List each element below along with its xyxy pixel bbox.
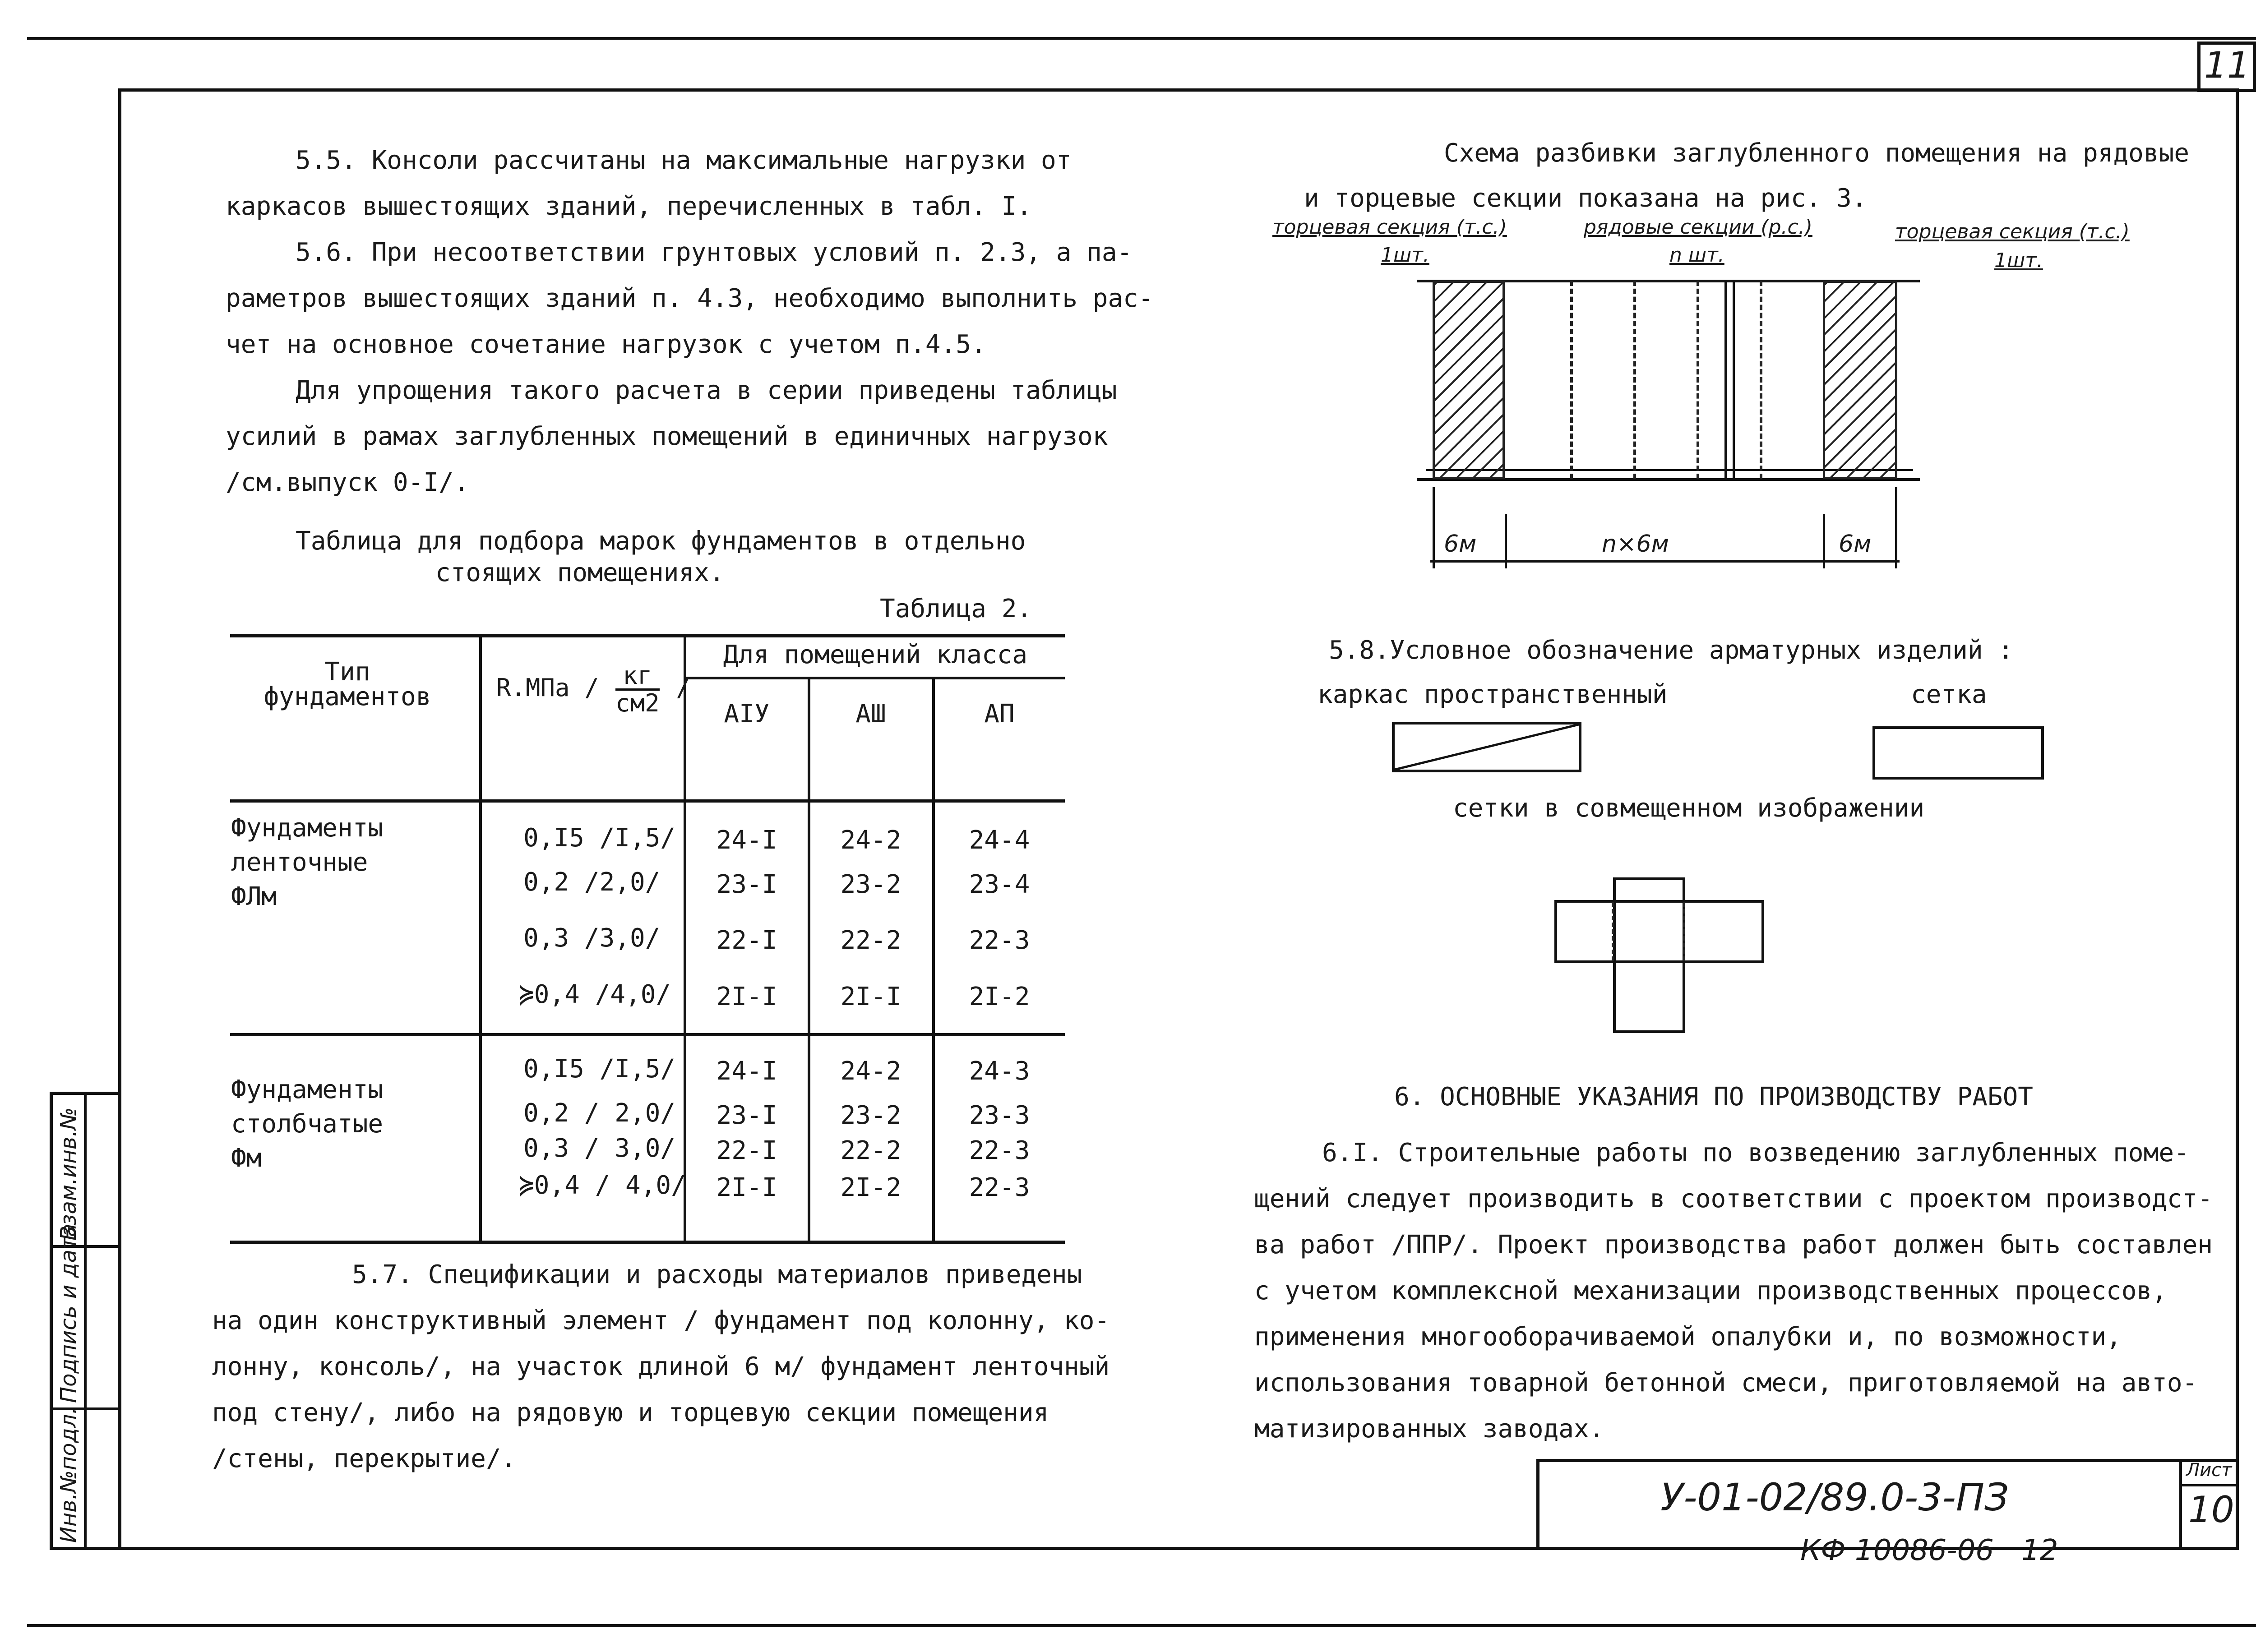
g1-b0: 24-2 — [840, 826, 901, 855]
table-header-mid-rule — [684, 677, 1065, 679]
label-end-left-qty: 1шт. — [1381, 244, 1429, 267]
g2-r3: ≽0,4 / 4,0/ — [519, 1171, 686, 1200]
table-number: Таблица 2. — [880, 594, 1032, 623]
end-section-right — [1823, 281, 1897, 479]
p56b-line3: /см.выпуск 0-I/. — [226, 468, 469, 497]
dim-left: 6м — [1444, 531, 1477, 558]
archive-num: 12 — [2021, 1534, 2058, 1567]
g1-a0: 24-I — [716, 826, 777, 855]
g2-b2: 22-2 — [840, 1136, 901, 1165]
p61-line2: щений следует производить в соответствии с проектом производст- — [1254, 1184, 2213, 1214]
scheme-line1: Схема разбивки заглубленного помещения на рядовые — [1444, 138, 2190, 168]
g2-r2: 0,3 / 3,0/ — [523, 1134, 676, 1163]
label-combined: сетки в совмещенном изображении — [1453, 794, 1925, 823]
g1-r2: 0,3 /3,0/ — [523, 923, 661, 953]
p57-line5: /стены, перекрытие/. — [212, 1444, 517, 1473]
g1-c3: 2I-2 — [969, 982, 1030, 1011]
group2-name-line2: столбчатые — [231, 1109, 384, 1139]
g1-a2: 22-I — [716, 926, 777, 955]
bottom-border-line — [27, 1624, 2256, 1627]
p58: 5.8.Условное обозначение арматурных изделий : — [1329, 636, 2014, 665]
group2-name-line1: Фундаменты — [231, 1075, 384, 1104]
g2-r0: 0,I5 /I,5/ — [523, 1054, 676, 1084]
table-bottom-rule — [230, 1241, 1065, 1244]
p57-line1: 5.7. Спецификации и расходы материалов приведены — [352, 1260, 1082, 1289]
mesh-symbol — [1872, 726, 2044, 780]
row-solid-1 — [1724, 281, 1727, 479]
p61-line4: с учетом комплексной механизации производственных процессов, — [1254, 1276, 2167, 1306]
p61-line3: ва работ /ППР/. Проект производства работ должен быть составлен — [1254, 1230, 2213, 1260]
label-end-left: торцевая секция (т.с.) — [1272, 216, 1507, 239]
g2-a2: 22-I — [716, 1136, 777, 1165]
p57-line2: на один конструктивный элемент / фундамент под колонну, ко- — [212, 1306, 1110, 1335]
g2-c1: 23-3 — [969, 1101, 1030, 1130]
g2-a1: 23-I — [716, 1101, 777, 1130]
g2-b1: 23-2 — [840, 1101, 901, 1130]
g1-c0: 24-4 — [969, 826, 1030, 855]
combined-dash-right — [1683, 902, 1685, 961]
frame-symbol — [1392, 722, 1581, 772]
header-class: Для помещений класса — [723, 640, 1028, 669]
row-divider-4 — [1760, 281, 1762, 479]
label-end-right: торцевая секция (т.с.) — [1895, 220, 2130, 243]
dim-right: 6м — [1839, 531, 1872, 558]
label-row-qty: n шт. — [1669, 244, 1724, 267]
g2-b0: 24-2 — [840, 1057, 901, 1086]
header-r-num: кг — [615, 663, 660, 691]
label-frame: каркас пространственный — [1318, 680, 1668, 709]
table-col1-rule — [479, 634, 482, 1243]
group2-name-line3: Фм — [231, 1144, 262, 1173]
g2-c2: 22-3 — [969, 1136, 1030, 1165]
g1-b2: 22-2 — [840, 926, 901, 955]
p61-line5: применения многооборачиваемой опалубки и, по возможности, — [1254, 1322, 2122, 1352]
g1-b1: 23-2 — [840, 870, 901, 899]
header-type-line2: фундаментов — [264, 682, 431, 711]
p57-line4: под стену/, либо на рядовую и торцевую секции помещения — [212, 1398, 1049, 1427]
dim-line — [1430, 560, 1900, 563]
g1-a3: 2I-I — [716, 982, 777, 1011]
p56b-line2: усилий в рамах заглубленных помещений в единичных нагрузок — [226, 422, 1108, 451]
side-stamp-divider — [84, 1092, 87, 1550]
end-section-left — [1433, 281, 1505, 479]
g2-c3: 22-3 — [969, 1173, 1030, 1202]
frame-symbol-diagonal — [1395, 724, 1579, 770]
header-r-den: см2 — [615, 689, 660, 717]
header-r-label: R.МПа / — [496, 674, 599, 702]
p56-line1: 5.6. При несоответствии грунтовых условий п. 2.3, а па- — [296, 238, 1133, 267]
g1-r1: 0,2 /2,0/ — [523, 868, 661, 897]
title-block-sheet-rule — [2179, 1484, 2239, 1486]
document-code: У-01-02/89.0-3-ПЗ — [1660, 1475, 2009, 1519]
row-divider-2 — [1633, 281, 1636, 479]
p55-line1: 5.5. Консоли рассчитаны на максимальные нагрузки от — [296, 146, 1072, 175]
g2-a3: 2I-I — [716, 1173, 777, 1202]
dim-ext-1 — [1433, 487, 1435, 568]
side-stamp-vzam: Взам.инв.№ — [56, 1107, 81, 1241]
table-caption-line2: стоящих помещениях. — [435, 558, 725, 587]
title-block-divider — [2179, 1459, 2182, 1550]
row-divider-3 — [1697, 281, 1699, 479]
g1-b3: 2I-I — [840, 982, 901, 1011]
g1-a1: 23-I — [716, 870, 777, 899]
side-stamp-sign: Подпись и дата — [56, 1223, 81, 1403]
combined-overlap — [1616, 903, 1683, 960]
table-group-rule — [230, 1033, 1065, 1036]
group1-name-line2: ленточные — [231, 848, 368, 877]
col-a-header: АIУ — [724, 699, 770, 729]
p61-line7: матизированных заводах. — [1254, 1414, 1604, 1444]
p61-line6: использования товарной бетонной смеси, приготовляемой на авто- — [1254, 1368, 2198, 1398]
combined-dash-left — [1612, 902, 1614, 961]
dim-ext-2 — [1505, 514, 1507, 568]
p55-line2: каркасов вышестоящих зданий, перечисленных в табл. I. — [226, 192, 1032, 221]
p61-line1: 6.I. Строительные работы по возведению заглубленных поме- — [1322, 1138, 2189, 1167]
top-border-line — [27, 37, 2256, 40]
section6-title: 6. ОСНОВНЫЕ УКАЗАНИЯ ПО ПРОИЗВОДСТВУ РАБОТ — [1394, 1082, 2034, 1112]
label-end-right-qty: 1шт. — [1994, 249, 2043, 272]
col-b-header: АШ — [855, 699, 886, 729]
side-stamp-inv: Инв.№подл. — [56, 1407, 81, 1543]
dim-ext-4 — [1895, 487, 1897, 568]
g2-a0: 24-I — [716, 1057, 777, 1086]
g1-r0: 0,I5 /I,5/ — [523, 823, 676, 853]
archive-code: КФ 10086-06 — [1800, 1534, 1994, 1567]
p56b-line1: Для упрощения такого расчета в серии приведены таблицы — [296, 376, 1117, 405]
header-r-end: / — [676, 674, 691, 702]
row-solid-2 — [1733, 281, 1735, 479]
p56-line2: раметров вышестоящих зданий п. 4.3, необходимо выполнить рас- — [226, 284, 1154, 313]
g1-c2: 22-3 — [969, 926, 1030, 955]
dim-mid: n×6м — [1602, 531, 1669, 558]
g2-c0: 24-3 — [969, 1057, 1030, 1086]
sheet-number-top: 11 — [2204, 44, 2250, 86]
table-header-bottom-rule — [230, 799, 1065, 803]
group1-name-line1: Фундаменты — [231, 813, 384, 843]
dim-ext-3 — [1823, 514, 1825, 568]
sheet-number: 10 — [2188, 1489, 2234, 1531]
p57-line3: лонну, консоль/, на участок длиной 6 м/ фундамент ленточный — [212, 1352, 1110, 1381]
g2-b3: 2I-2 — [840, 1173, 901, 1202]
label-row: рядовые секции (р.с.) — [1584, 216, 1812, 239]
table-caption-line1: Таблица для подбора марок фундаментов в отдельно — [296, 526, 1026, 556]
g1-c1: 23-4 — [969, 870, 1030, 899]
group1-name-line3: ФЛм — [231, 882, 277, 911]
header-type-line1: Тип — [324, 657, 370, 687]
row-divider-1 — [1570, 281, 1573, 479]
label-mesh: сетка — [1911, 680, 1987, 709]
p56-line3: чет на основное сочетание нагрузок с учетом п.4.5. — [226, 330, 986, 359]
scheme-line2: и торцевые секции показана на рис. 3. — [1304, 184, 1867, 213]
col-c-header: АП — [984, 699, 1015, 729]
sheet-label: Лист — [2186, 1460, 2232, 1481]
header-r — [496, 663, 691, 716]
g2-r1: 0,2 / 2,0/ — [523, 1098, 676, 1128]
g1-r3: ≽0,4 /4,0/ — [519, 980, 671, 1009]
